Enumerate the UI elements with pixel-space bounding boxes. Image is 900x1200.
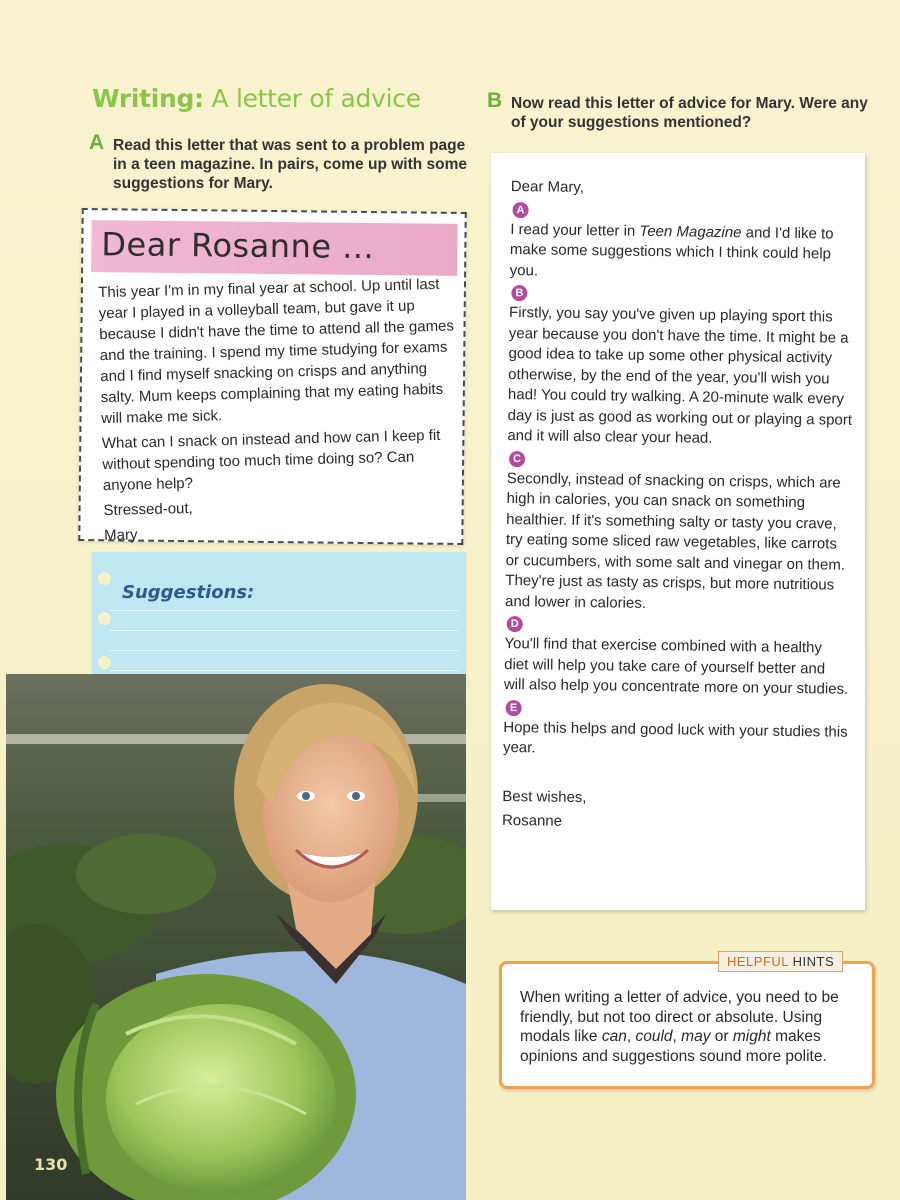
hints-text-4: or xyxy=(710,1028,733,1045)
title-bold: Writing: xyxy=(92,84,204,113)
hints-text-1: When writing a letter of advice, you need to be friendly, but not too direct or absolute. Using modals like xyxy=(520,989,839,1045)
modal-can: can xyxy=(601,1028,627,1045)
page-number: 130 xyxy=(34,1155,68,1174)
problem-letter-card xyxy=(78,208,466,545)
helpful-hints-text xyxy=(520,988,860,1066)
advice-paragraph-d: You'll find that exercise combined with a healthy diet will help you take care of yourself better and will also help you concentrate more on your studies. xyxy=(503,634,849,698)
advice-letter-signature: Rosanne xyxy=(501,811,563,830)
instruction-a-text: Read this letter that was sent to a problem page in a teen magazine. In pairs, come up with some suggestions for Mary. xyxy=(113,137,468,192)
problem-letter-paragraph-1: This year I'm in my final year at school. Up until last year I played in a volleyball team, but gave it up because I didn't have the time to attend all the games and the training. I spend my time studying for exams and I find myself snacking on crisps and anything salty. Mum keeps complaining that my eating habits will make me sick. xyxy=(98,275,455,428)
note-line xyxy=(110,650,458,651)
advice-paragraph-c: Secondly, instead of snacking on crisps, which are high in calories, you can snack on something healthier. If it's something salty or tasty you crave, try eating some sliced raw vegetables, like carrots or cucumbers, with some salt and vinegar on them. They're just as tasty as crisps, but more nutritious and lower in calories. xyxy=(504,469,846,612)
hints-text-5: makes opinions and suggestions sound more polite. xyxy=(520,1028,827,1065)
problem-letter-paragraph-2: What can I snack on instead and how can I keep fit without spending too much time doing so? Can anyone help? xyxy=(101,426,441,495)
modal-might: might xyxy=(732,1028,771,1045)
helpful-hints-tag xyxy=(718,951,843,972)
photo-illustration xyxy=(6,674,466,1200)
problem-letter-signoff: Stressed-out, xyxy=(103,499,193,520)
instruction-b-letter: B xyxy=(487,89,503,112)
hints-text-3: , xyxy=(672,1028,682,1045)
note-hole xyxy=(98,612,111,625)
problem-letter-heading: Dear Rosanne ... xyxy=(101,225,375,267)
advice-paragraph-b: Firstly, you say you've given up playing sport this year because you don't have the time. It might be a good idea to take up some other physical activity otherwise, by the end of the year, you'll wish you had! You could try walking. A 20-minute walk every day is just as good as working out or playing a sport and it will also clear your head. xyxy=(507,303,853,447)
section-title xyxy=(92,84,421,113)
advice-letter-card xyxy=(491,153,865,910)
paragraph-marker-a: A xyxy=(512,202,528,218)
advice-paragraph-a-text-end: and I'd like to make some suggestions which I think could help you. xyxy=(509,223,834,279)
problem-letter-header xyxy=(91,220,458,276)
instruction-b-text: Now read this letter of advice for Mary. Were any of your suggestions mentioned? xyxy=(511,95,868,131)
paragraph-marker-e: E xyxy=(505,699,521,715)
title-rest: A letter of advice xyxy=(203,84,421,113)
advice-letter-closing: Best wishes, xyxy=(502,787,587,806)
note-hole xyxy=(98,656,111,669)
problem-letter-signature: Mary xyxy=(103,526,138,545)
note-line xyxy=(110,610,458,611)
note-hole xyxy=(98,572,111,585)
advice-paragraph-a xyxy=(510,219,856,285)
advice-letter-body xyxy=(502,177,856,836)
hints-tag-hints: HINTS xyxy=(788,954,835,969)
paragraph-marker-d: D xyxy=(507,616,523,632)
advice-paragraph-a-text: I read your letter in xyxy=(510,220,640,240)
magazine-title: Teen Magazine xyxy=(639,222,742,241)
advice-letter-greeting: Dear Mary, xyxy=(510,177,585,197)
problem-letter-body xyxy=(98,273,462,550)
note-line xyxy=(110,670,458,671)
instruction-b xyxy=(487,89,871,132)
modal-could: could xyxy=(635,1028,673,1045)
instruction-a xyxy=(89,131,468,193)
paragraph-marker-c: C xyxy=(509,451,525,467)
hints-text-2: , xyxy=(626,1028,636,1045)
modal-may: may xyxy=(681,1028,711,1045)
note-line xyxy=(110,630,458,631)
advice-paragraph-e: Hope this helps and good luck with your studies this year. xyxy=(502,718,848,757)
helpful-hints-box xyxy=(499,961,875,1089)
suggestions-note xyxy=(92,552,466,686)
instruction-a-letter: A xyxy=(89,131,105,154)
photo-woman-with-cabbage xyxy=(6,674,466,1200)
hints-tag-helpful: HELPFUL xyxy=(727,954,789,969)
paragraph-marker-b: B xyxy=(511,285,527,301)
suggestions-label: Suggestions: xyxy=(122,582,255,603)
